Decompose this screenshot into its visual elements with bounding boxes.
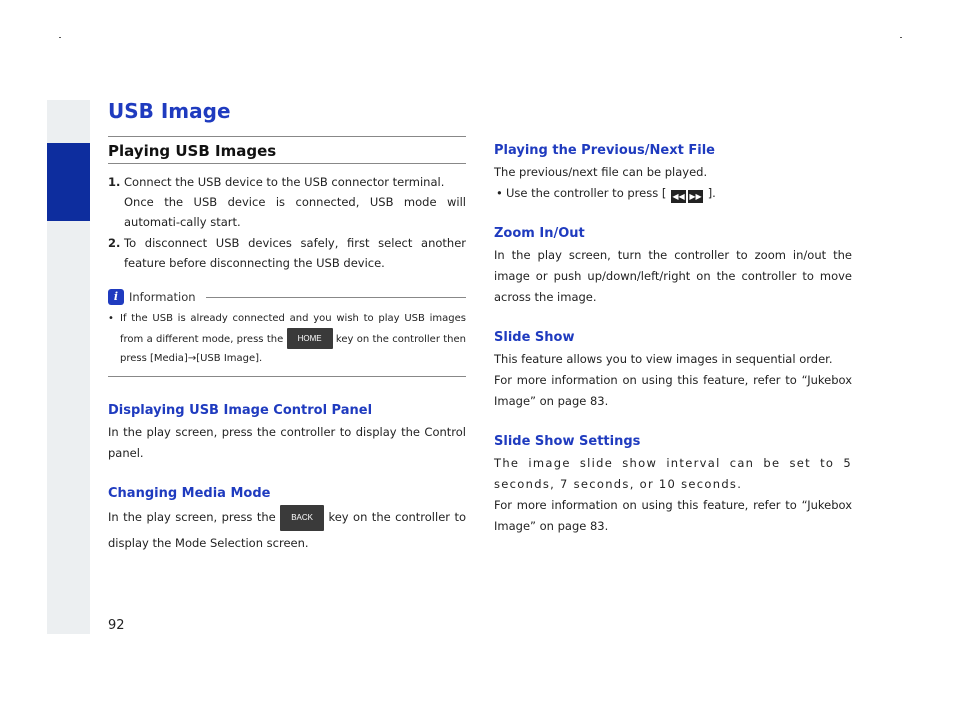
information-rule <box>206 297 466 298</box>
slide-settings-text-2: For more information on using this feature, refer to “Jukebox Image” on page 83. <box>494 498 852 533</box>
prev-next-bullet-before: Use the controller to press [ <box>506 186 667 200</box>
step-item <box>108 233 466 273</box>
info-icon: i <box>108 289 124 305</box>
info-text-before: If the USB is already connected and you wish to play USB images from a different mode, press the <box>120 313 466 345</box>
crop-mark <box>900 37 902 38</box>
left-column <box>108 136 466 555</box>
page-title: USB Image <box>108 99 231 123</box>
media-mode-heading: Changing Media Mode <box>108 486 271 501</box>
media-mode-text-after: key on the controller to display the Mode Selection screen. <box>108 510 466 550</box>
panel-heading: Displaying USB Image Control Panel <box>108 403 373 418</box>
skip-back-icon: ◀◀ <box>672 192 685 201</box>
right-column <box>494 143 852 537</box>
prev-next-bullet-after: ]. <box>707 186 716 200</box>
panel-text: In the play screen, press the controller to display the Control panel. <box>108 425 466 460</box>
step-item <box>108 172 466 232</box>
section-title: Playing USB Images <box>108 136 466 164</box>
prev-next-text: The previous/next file can be played. <box>494 165 708 179</box>
skip-forward-icon: ▶▶ <box>689 192 702 201</box>
step-list <box>108 172 466 273</box>
information-box <box>108 289 466 377</box>
info-text-after: key on the controller then press [Media]→[USB Image]. <box>120 334 466 364</box>
media-mode-text-before: In the play screen, press the <box>108 510 276 524</box>
media-mode-text <box>108 505 466 555</box>
information-header <box>108 289 466 305</box>
prev-next-heading: Playing the Previous/Next File <box>494 143 715 158</box>
bullet: • <box>108 313 114 324</box>
information-text <box>108 309 466 368</box>
zoom-text: In the play screen, turn the controller to zoom in/out the image or push up/down/left/right on the controller to move across the image. <box>494 248 852 304</box>
slide-show-text-1: This feature allows you to view images in sequential order. <box>494 352 833 366</box>
slide-show-text-2: For more information on using this feature, refer to “Jukebox Image” on page 83. <box>494 373 852 408</box>
crop-mark <box>59 37 61 38</box>
slide-settings-text-1: The image slide show interval can be set to 5 seconds, 7 seconds, or 10 seconds. <box>494 456 852 491</box>
slide-show-heading: Slide Show <box>494 330 575 345</box>
step-number: 2. <box>108 236 121 250</box>
chapter-tab <box>47 143 90 221</box>
slide-settings-heading: Slide Show Settings <box>494 434 641 449</box>
bullet: • <box>496 186 503 200</box>
step-text: To disconnect USB devices safely, first select another feature before disconnecting the USB device. <box>124 236 466 270</box>
prev-next-bullet <box>494 183 852 204</box>
zoom-heading: Zoom In/Out <box>494 226 585 241</box>
information-label: Information <box>129 290 196 304</box>
step-number: 1. <box>108 175 121 189</box>
step-text: Connect the USB device to the USB connector terminal. <box>124 175 445 189</box>
home-key-badge: HOME <box>287 328 333 349</box>
step-detail: Once the USB device is connected, USB mode will automati-cally start. <box>124 195 466 229</box>
back-key-badge: BACK <box>280 505 324 531</box>
page-number: 92 <box>108 618 125 633</box>
